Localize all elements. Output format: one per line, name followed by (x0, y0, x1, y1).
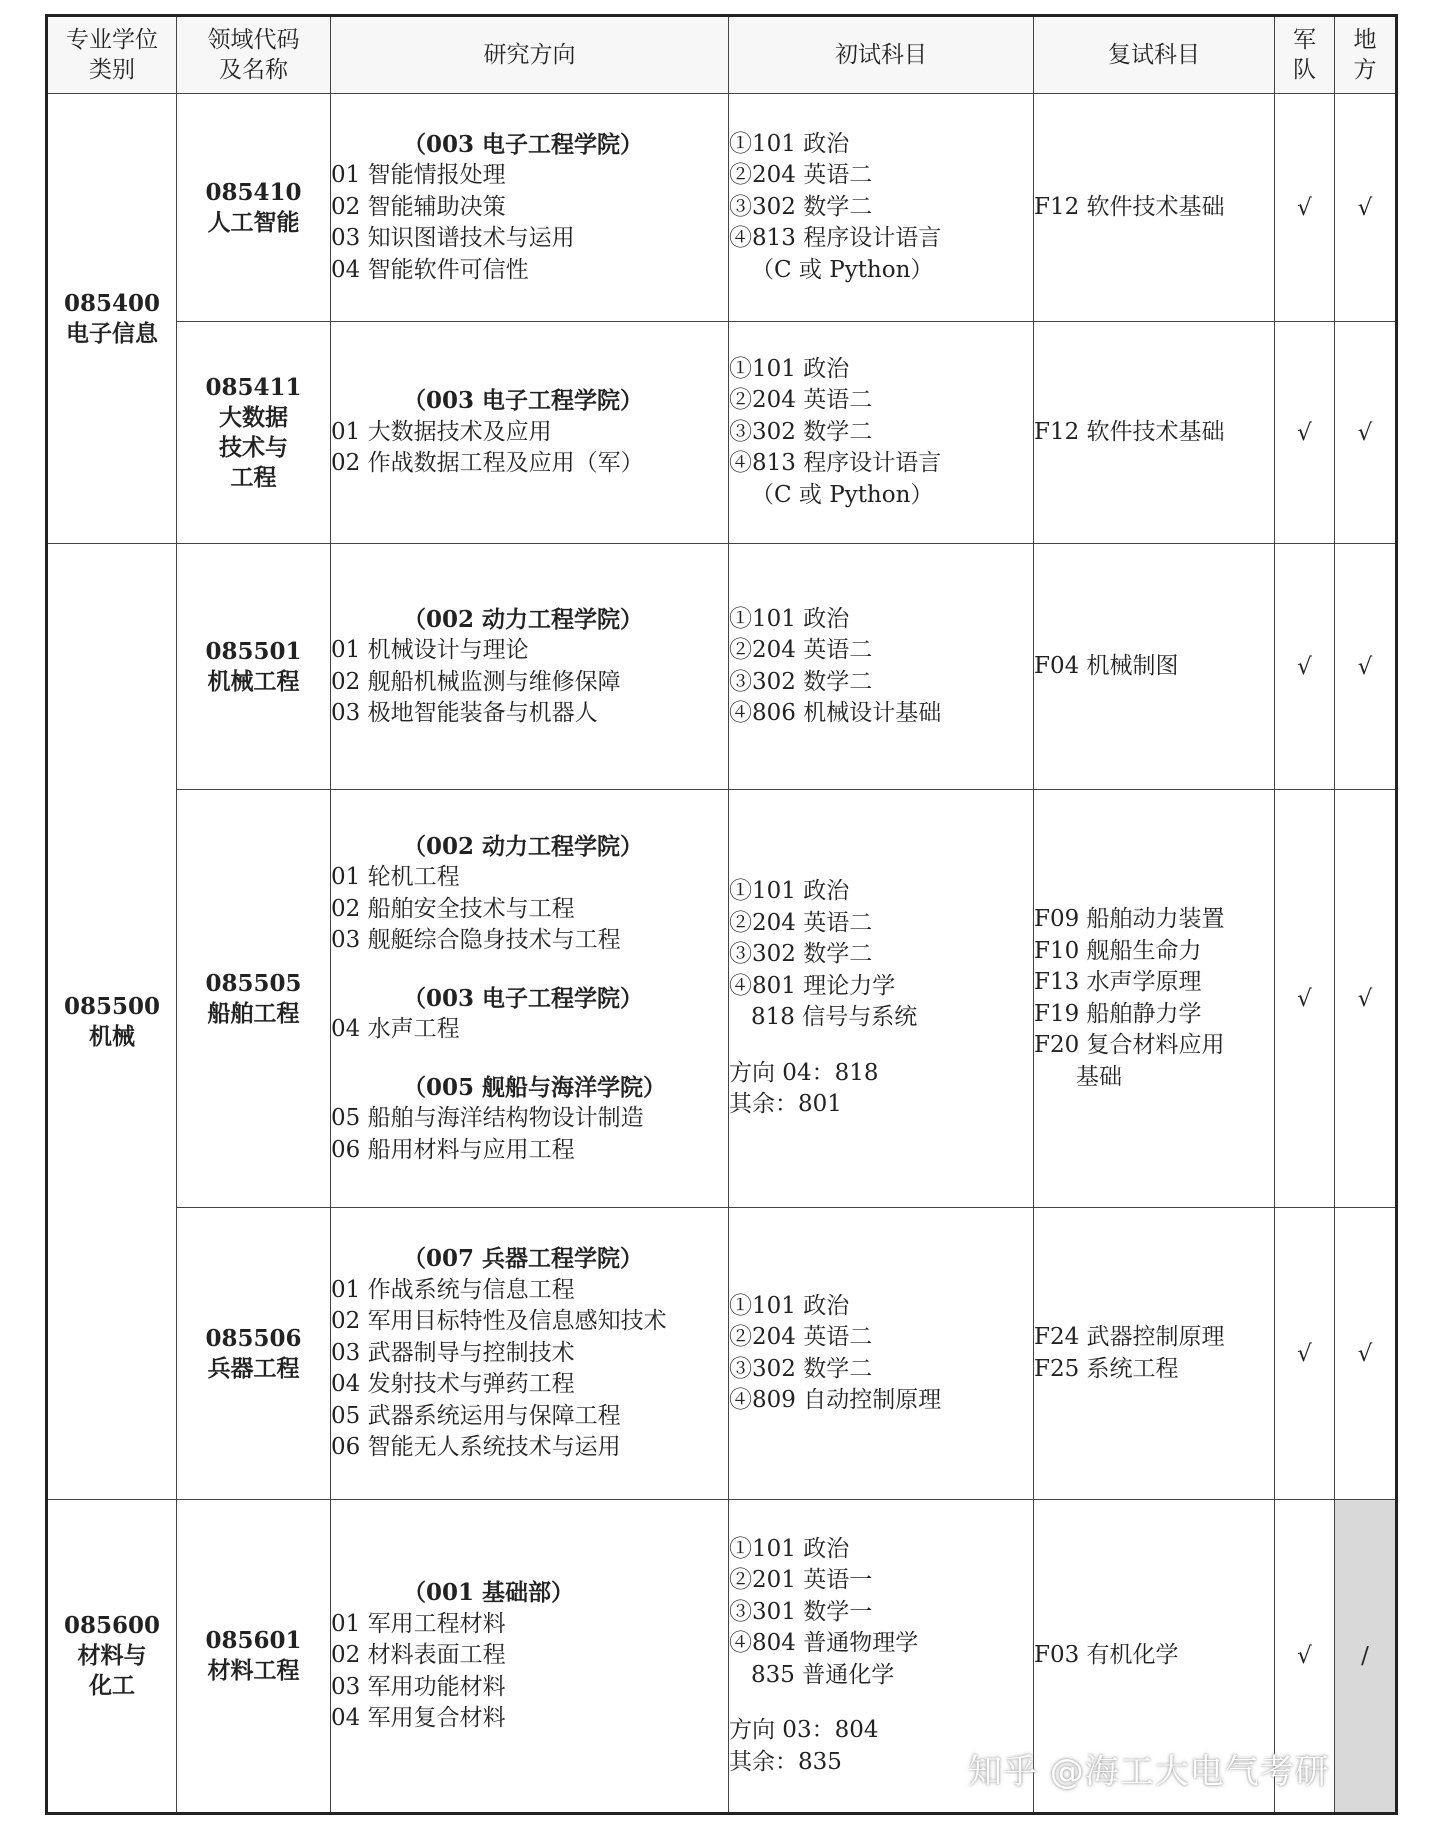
retest-subject: F24 武器控制原理 (1034, 1324, 1225, 1350)
field-code: 085501 (205, 637, 302, 665)
field-name-line: 材料工程 (207, 1657, 300, 1684)
field-cell (177, 94, 331, 322)
header-field (177, 16, 331, 94)
admissions-table (45, 14, 1398, 1815)
category-code: 085600 (63, 1612, 161, 1639)
exam-subject-cont: （C 或 Python） (751, 481, 934, 508)
field-code: 085411 (205, 373, 302, 401)
exam-cell (729, 94, 1034, 322)
direction-item: 04 发射技术与弹药工程 (331, 1371, 575, 1398)
category-name-line: 材料与 (77, 1642, 147, 1669)
exam-subject: ④813 程序设计语言 (729, 225, 942, 252)
direction-item: 01 大数据技术及应用 (331, 418, 552, 445)
category-cell (47, 544, 177, 1500)
direction-item: 05 武器系统运用与保障工程 (331, 1402, 621, 1429)
exam-subject: ①101 政治 (729, 878, 850, 905)
exam-subject-cont: 818 信号与系统 (751, 1004, 918, 1031)
retest-subject: F12 软件技术基础 (1034, 418, 1225, 445)
exam-subject: ④804 普通物理学 (729, 1630, 919, 1657)
field-name-line: 技术与 (219, 433, 288, 461)
exam-cell (729, 544, 1034, 790)
direction-item: 01 智能情报处理 (331, 162, 506, 189)
header-category-line: 专业学位 (66, 27, 158, 53)
retest-subject: F12 软件技术基础 (1034, 193, 1225, 220)
direction-item: 02 船舶安全技术与工程 (331, 895, 575, 922)
header-initial-exam: 初试科目 (729, 16, 1034, 94)
direction-item: 02 军用目标特性及信息感知技术 (331, 1308, 667, 1335)
exam-cell (729, 1208, 1034, 1500)
field-code: 085506 (205, 1324, 302, 1352)
retest-cell (1034, 790, 1275, 1208)
retest-subject: F03 有机化学 (1034, 1642, 1179, 1669)
field-cell (177, 322, 331, 544)
exam-subject: ①101 政治 (729, 1535, 850, 1562)
category-code: 085500 (63, 992, 161, 1020)
exam-subject: ①101 政治 (729, 605, 850, 632)
table-row (47, 94, 1397, 322)
header-row (47, 16, 1397, 94)
category-name: 电子信息 (66, 319, 158, 347)
direction-item: 03 军用功能材料 (331, 1673, 506, 1700)
table-row (47, 1208, 1397, 1500)
direction-cell (331, 1500, 729, 1814)
exam-note: 方向 04：818 (729, 1059, 879, 1086)
header-local-line: 地 (1353, 27, 1377, 53)
exam-subject-cont: 835 普通化学 (751, 1661, 895, 1688)
local-mark: √ (1335, 94, 1397, 322)
exam-subject: ③302 数学二 (729, 193, 873, 220)
header-military (1275, 16, 1335, 94)
school-name: （003 电子工程学院） (403, 984, 644, 1012)
field-cell (177, 790, 331, 1208)
exam-notes (729, 1058, 1033, 1121)
exam-subject: ②204 英语二 (729, 1324, 873, 1350)
exam-subject: ①101 政治 (729, 355, 850, 382)
retest-subject: F04 机械制图 (1034, 652, 1179, 679)
exam-subject: ②201 英语一 (729, 1567, 873, 1594)
exam-subject-cont: （C 或 Python） (751, 256, 934, 283)
exam-subject: ③302 数学二 (729, 418, 873, 445)
direction-cell (331, 544, 729, 790)
header-category-line: 类别 (89, 57, 135, 83)
exam-subject: ④801 理论力学 (729, 972, 896, 999)
school-name: （002 动力工程学院） (403, 832, 644, 860)
table-row (47, 790, 1397, 1208)
retest-subject-cont: 基础 (1076, 1063, 1122, 1090)
exam-subject: ③302 数学二 (729, 668, 873, 695)
header-local-line: 方 (1353, 57, 1377, 83)
category-code: 085400 (63, 289, 161, 317)
direction-item: 02 作战数据工程及应用（军） (331, 450, 644, 477)
direction-item: 02 舰船机械监测与维修保障 (331, 668, 621, 695)
military-mark: √ (1275, 322, 1335, 544)
direction-cell (331, 1208, 729, 1500)
exam-cell (729, 322, 1034, 544)
direction-item: 01 机械设计与理论 (331, 637, 529, 663)
school-group (331, 1072, 728, 1167)
exam-subject: ②204 英语二 (729, 162, 873, 189)
field-cell (177, 544, 331, 790)
direction-item: 04 智能软件可信性 (331, 256, 529, 283)
local-mark: / (1335, 1500, 1397, 1814)
direction-cell (331, 94, 729, 322)
direction-item: 02 材料表面工程 (331, 1642, 506, 1669)
field-cell (177, 1208, 331, 1500)
category-cell (47, 1500, 177, 1814)
field-name-line: 机械工程 (207, 667, 300, 695)
direction-item: 02 智能辅助决策 (331, 193, 506, 220)
category-name: 机械 (89, 1022, 135, 1050)
retest-cell (1034, 94, 1275, 322)
direction-item: 06 船用材料与应用工程 (331, 1136, 575, 1163)
direction-item: 06 智能无人系统技术与运用 (331, 1434, 621, 1461)
school-name: （005 舰船与海洋学院） (403, 1073, 667, 1101)
retest-cell (1034, 544, 1275, 790)
exam-subject: ④809 自动控制原理 (729, 1387, 942, 1413)
field-name-line: 工程 (230, 463, 277, 491)
exam-subject: ③301 数学一 (729, 1598, 873, 1625)
direction-item: 03 极地智能装备与机器人 (331, 700, 598, 726)
header-local (1335, 16, 1397, 94)
retest-subject: F13 水声学原理 (1034, 969, 1202, 995)
header-retest: 复试科目 (1034, 16, 1275, 94)
category-name-line: 化工 (89, 1672, 135, 1699)
military-mark: √ (1275, 1500, 1335, 1814)
direction-item: 04 水声工程 (331, 1016, 460, 1043)
direction-item: 01 轮机工程 (331, 864, 460, 891)
field-name-line: 船舶工程 (207, 999, 300, 1027)
exam-cell (729, 790, 1034, 1208)
local-mark: √ (1335, 544, 1397, 790)
field-name-line: 大数据 (219, 403, 288, 431)
table-row (47, 544, 1397, 790)
local-mark: √ (1335, 790, 1397, 1208)
exam-note: 其余：801 (729, 1091, 842, 1118)
local-mark: √ (1335, 322, 1397, 544)
exam-subject: ②204 英语二 (729, 387, 873, 414)
header-category (47, 16, 177, 94)
school-name: （003 电子工程学院） (403, 387, 644, 415)
military-mark: √ (1275, 790, 1335, 1208)
direction-item: 01 军用工程材料 (331, 1610, 506, 1637)
watermark: 知乎 @海工大电气考研 (968, 1752, 1330, 1792)
school-name: （003 电子工程学院） (403, 130, 644, 158)
school-group (331, 604, 728, 730)
field-code: 085410 (205, 178, 302, 206)
header-direction: 研究方向 (331, 16, 729, 94)
category-cell (47, 94, 177, 544)
exam-subject: ②204 英语二 (729, 909, 873, 936)
direction-item: 05 船舶与海洋结构物设计制造 (331, 1105, 644, 1132)
direction-item: 01 作战系统与信息工程 (331, 1276, 575, 1303)
school-name: （001 基础部） (403, 1579, 575, 1607)
retest-subject: F25 系统工程 (1034, 1355, 1179, 1382)
school-group (331, 129, 728, 287)
school-group (331, 983, 728, 1046)
retest-subject: F09 船舶动力装置 (1034, 906, 1225, 932)
retest-subject: F20 复合材料应用 (1034, 1032, 1225, 1058)
military-mark: √ (1275, 1208, 1335, 1500)
header-military-line: 队 (1293, 57, 1316, 83)
header-field-line: 及名称 (219, 57, 288, 83)
field-name-line: 兵器工程 (207, 1354, 300, 1382)
field-code: 085601 (205, 1627, 302, 1654)
school-name: （007 兵器工程学院） (403, 1245, 644, 1273)
exam-subject: ①101 政治 (729, 1292, 850, 1319)
field-name-line: 人工智能 (207, 208, 300, 236)
direction-item: 04 军用复合材料 (331, 1705, 506, 1732)
military-mark: √ (1275, 544, 1335, 790)
exam-note: 其余：835 (729, 1748, 842, 1775)
field-code: 085505 (205, 969, 302, 997)
header-military-line: 军 (1293, 27, 1316, 53)
school-group (331, 385, 728, 480)
direction-cell (331, 790, 729, 1208)
exam-subject: ①101 政治 (729, 130, 850, 157)
exam-subject: ④813 程序设计语言 (729, 450, 942, 477)
direction-item: 03 舰艇综合隐身技术与工程 (331, 927, 621, 954)
school-group (331, 1577, 728, 1735)
school-name: （002 动力工程学院） (403, 605, 644, 633)
direction-cell (331, 322, 729, 544)
direction-item: 03 知识图谱技术与运用 (331, 225, 575, 252)
retest-cell (1034, 322, 1275, 544)
local-mark: √ (1335, 1208, 1397, 1500)
exam-subject: ②204 英语二 (729, 637, 873, 663)
exam-subject: ③302 数学二 (729, 1355, 873, 1382)
school-group (331, 1243, 728, 1464)
military-mark: √ (1275, 94, 1335, 322)
retest-subject: F10 舰船生命力 (1034, 937, 1202, 964)
exam-subject: ④806 机械设计基础 (729, 700, 942, 726)
field-cell (177, 1500, 331, 1814)
header-field-line: 领域代码 (207, 27, 300, 53)
retest-subject: F19 船舶静力学 (1034, 1000, 1202, 1027)
school-group (331, 831, 728, 957)
exam-subject: ③302 数学二 (729, 941, 873, 968)
direction-item: 03 武器制导与控制技术 (331, 1339, 575, 1366)
exam-note: 方向 03：804 (729, 1717, 879, 1744)
table-row (47, 322, 1397, 544)
retest-cell (1034, 1208, 1275, 1500)
